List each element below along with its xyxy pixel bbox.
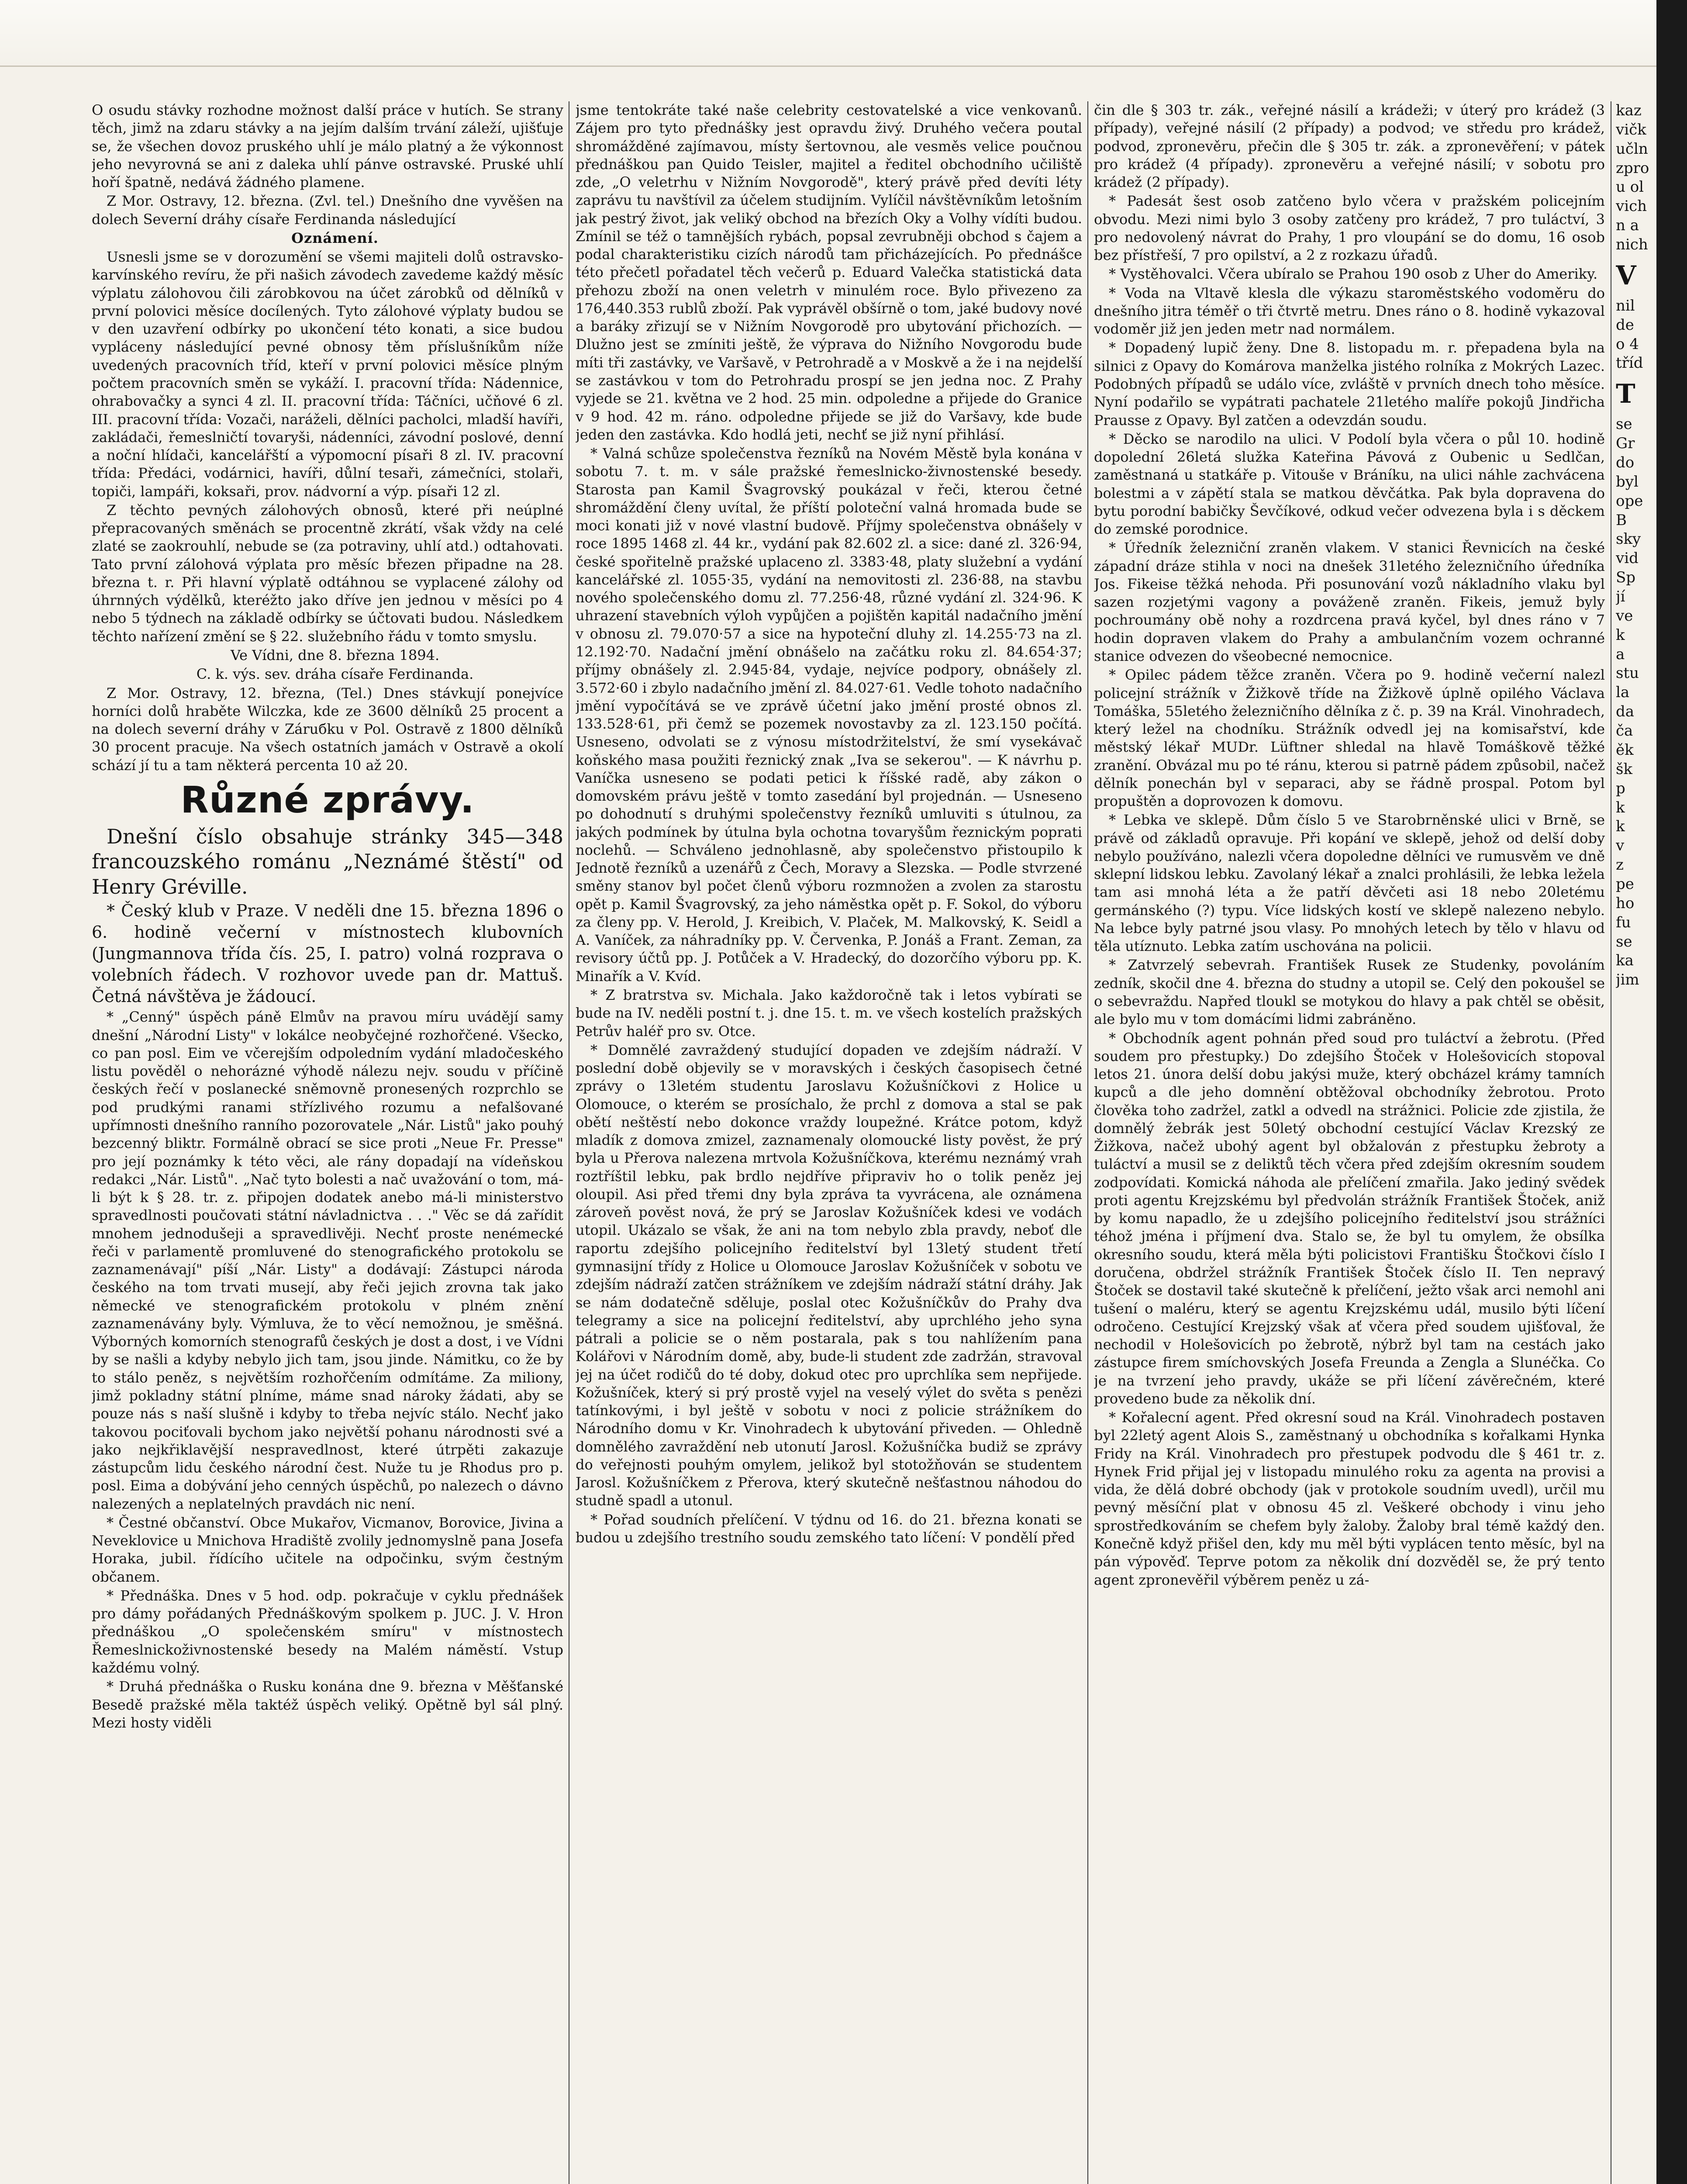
news-item: * Opilec pádem těžce zraněn. Včera po 9. hodině večerní nalezl policejní strážník v Žižkově tříde na Žižkově úplně opilého Václava Tomáška, 55letého železničního dělníka z č. p. 39 na Král. Vinohradech, který ležel na chodníku. Strážník odvedl jej na komisařství, kde městský lékař MUDr. Lüftner shledal na hlavě Tomáškově těžké zranění. Obvázal mu po té ránu, kterou si patrně pádem způsobil, načež dělník ponechán byl v separaci, aby se řádně prospal. Potom byl propuštěn a doprovozen k domovu. [1094, 667, 1605, 810]
text-fragment: zpro [1616, 159, 1649, 177]
text-fragment: T [1616, 379, 1635, 410]
text-fragment: vičk [1616, 121, 1646, 138]
text-fragment: p [1616, 779, 1625, 797]
text-fragment: o 4 [1616, 335, 1639, 353]
news-item: * Zatvrzelý sebevrah. František Rusek ze Studenky, povoláním zedník, skočil dne 4. března do studny a utopil se. Celý den pokoušel se o sebevraždu. Napřed tloukl se motykou do hlavy a pak chtěl se oběsit, ale bylo mu v tom domácími lidmi zabráněno. [1094, 957, 1605, 1028]
newspaper-column-1 [92, 101, 563, 2184]
news-item: * Lebka ve sklepě. Dům číslo 5 ve Starobrněnské ulici v Brně, se právě od základů opravuje. Při kopání ve sklepě, jehož od delší doby nebylo používáno, nalezli včera dopoledne dělníci ve rumusvěm ve dně sklepní lidskou lebku. Zavolaný lékař a znalci prohlásili, že lebka ležela tam asi mnohá léta a že patří děvčeti asi 18 nebo 20letému germánského (?) typu. Více lidských kostí ve sklepě nalezeno nebylo. Na lebce byly patrné jsou vlasy. Po mnohých letech by tělo v hlavu od těla utíznuto. Lebka zatím uschována na policii. [1094, 812, 1605, 955]
newspaper-column-3 [1094, 101, 1605, 2184]
text-fragment: n a [1616, 217, 1639, 235]
text-fragment: stu [1616, 664, 1639, 682]
text-fragment: nil [1616, 297, 1635, 314]
news-item: * Pořad soudních přelíčení. V týdnu od 16. do 21. března konati se budou u zdejšího trestního soudu zemského tato líčení: V pondělí před [576, 1511, 1082, 1546]
news-item: * Druhá přednáška o Rusku konána dne 9. března v Měšťanské Besedě pražské měla taktéž úspěch veliký. Opětně byl sál plný. Mezi hosty viděli [92, 1678, 563, 1731]
article-paragraph: O osudu stávky rozhodne možnost další práce v hutích. Se strany těch, jimž na zdaru stávky a na jejím dalším trvání záleží, ujišťuje se, že všechen dovoz pruského uhlí je málo platný a že výkonnost jeho nevyrovná se ani z daleka uhlí pánve ostravské. Pruské uhlí hoří špatně, nedává žádného plamene. [92, 102, 563, 191]
text-fragment: ka [1616, 952, 1634, 970]
text-fragment: Gr [1616, 435, 1635, 453]
news-item: * Valná schůze společenstva řezníků na Novém Městě byla konána v sobotu 7. t. m. v sále pražské řemeslnicko-živnostenské besedy. Starosta pan Kamil Švagrovský poukázal v řeči, kterou četné shromáždění členy uvítal, že příští poloteční valná hromada bude se moci konati již v nové vlastní budově. Příjmy společenstva obnášely v roce 1895 1468 zl. 44 kr., vydání pak 82.602 zl. a sice: dané zl. 326·94, české spořitelně pražské uplaceno zl. 3383·48, platy služební a vydání kancelářské zl. 1055·35, vydání na nemovitosti zl. 236·88, na stavbu nového společenského domu zl. 77.256·48, různé vydání zl. 324·96. K uhrazení stavebních výloh vypůjčen a pojištěn kapitál nadačního jmění v obnosu zl. 79.070·57 a sice na hypoteční dluhy zl. 14.255·73 na zl. 12.192·70. Nadační jmění obnášelo na začátku roku zl. 84.654·37; příjmy obnášely zl. 2.945·84, vydaje, nejvíce podpory, obnášely zl. 3.572·60 i zbylo nadačního jmění zl. 84.027·61. Vedle tohoto nadačního jmění vypočítává se ve zprávě účetní jako jmění prosté obnos zl. 133.528·61, při čemž se pozemek novostavby za zl. 123.150 počítá. Usneseno, odvolati se z výnosu místodržitelství, že smí vysekávač koňského masa použiti řeznický znak „Iva se sekerou". — K návrhu p. Vaníčka usneseno se podati petici k říšské radě, aby zákon o domovském právu ještě v tomto zasedání byl projednán. — Usneseno po dohodnutí s druhými společenstvy řezníků umluviti s útulnou, za jakých podmínek by útulna byla ochotna tovaryšům řeznickým poprati noclehů. — Schváleno jednohlasně, aby společenstvo přistoupilo k Jednotě řezníků a uzenářů z Čech, Moravy a Slezska. — Podle stvrzené směny stanov byl počet členů výboru rozmnožen a zvolen za starostu opět p. Kamil Švagrovský, za jeho náměstka opět p. F. Sokol, do výboru za členy pp. V. Herold, J. Kreibich, V. Plaček, M. Malkovský, K. Seidl a A. Vaníček, za náhradníky pp. V. Červenka, P. Jonáš a Frant. Zeman, za revisory účtů pp. J. Potůček a V. Hradecký, do dozorčího výboru pp. K. Minařík a V. Kvíd. [576, 445, 1082, 985]
text-fragment: pe [1616, 875, 1634, 893]
news-item: * Děcko se narodilo na ulici. V Podolí byla včera o půl 10. hodině dopolední 26letá služka Kateřina Pávová z Oubenic u Sedlčan, zaměstnaná u statkáře p. Vitouše v Bráníku, na ulici náhle zachvácena bolestmi a v zápětí stala se matkou děvčátka. Pak byla dopravena do bytu porodní babičky Ševčíkové, odkud večer odvezena byla i s děckem do zemské porodnice. [1094, 430, 1605, 538]
text-fragment: nich [1616, 236, 1648, 254]
text-fragment: V [1616, 260, 1636, 291]
text-fragment: se [1616, 415, 1632, 433]
news-item: * Z bratrstva sv. Michala. Jako každoročně tak i letos vybírati se bude na IV. neděli postní t. j. dne 15. t. m. ve všech kostelích pražských Petrův haléř pro sv. Otce. [576, 987, 1082, 1040]
text-fragment: vich [1616, 197, 1647, 215]
text-fragment: ěk [1616, 741, 1634, 759]
text-fragment: jim [1616, 971, 1639, 989]
news-item: * Úředník železniční zraněn vlakem. V stanici Řevnicích na české západní dráze stihla v noci na dnešek 31letého železničního úředníka Jos. Fikeise těžká nehoda. Při posunování vozů nákladního vlaku byl sazen rozjetými vagony a pováženě zraněn. Fikeis, jemuž byly pochroumány obě nohy a rozdrcena pravá kyčel, byl dnes ráno v 7 hodin dopraven vlakem do Prahy a ambulančním vozem ochranné stanice odvezen do všeobecné nemocnice. [1094, 539, 1605, 664]
text-fragment: ho [1616, 894, 1635, 912]
text-fragment: ve [1616, 607, 1633, 625]
text-fragment: tříd [1616, 354, 1643, 372]
news-item: * Domnělé zavraždený studující dopaden ve zdejším nádraží. V poslední době objevily se v moravských i českých časopisech četné zprávy o 13letém studentu Jaroslavu Kožušníčkovi z Holice u Olomouce, o kterém se prosíchalo, že prchl z domova a stal se pak obětí neštěstí nebo dokonce vraždy loupežné. Krátce potom, když mladík z domova zmizel, zaznamenaly olomoucké listy pověst, že prý byla u Přerova nalezena mrtvola Kožušníčkova, kterému neznámý vrah roztříštil lebku, pak brdlo nejdříve připraviv ho o tolik peněz jej oloupil. Asi před třemi dny byla zpráva ta vyvrácena, ale oznámena zároveň pověst nová, že prý se Jaroslav Kožušníček kdesi ve vodách utopil. Ukázalo se však, že ani na tom nebylo zbla pravdy, neboť dle raportu zdejšího policejního ředitelství byl 13letý student třetí gymnasijní třídy z Holice u Olomouce Jaroslav Kožušníček v sobotu ve zdejším nádraží zatčen strážníkem ve zdejším nádraží státní dráhy. Jak se nám dodatečně sděluje, poslal otec Kožušníčkův do Prahy dva telegramy a sice na policejní ředitelství, aby uprchlého jeho syna pátrali a policie se o něm postarala, pak s tou nahlížením pana Kolářovi v Národním domě, aby, bude-li student zde zadržán, stravoval jej na účet rodičů do té doby, dokud otec pro uprchlíka sem nepřijede. Kožušníček, který si prý prostě vyjel na veselý výlet do světa s penězi tatínkovými, i byl ještě v sobotu v noci z policie strážníkem do Národního domu v Kr. Vinohradech k ubytování přiveden. — Ohledně domnělého zavraždění neb utonutí Jarosl. Kožušníčka budiž se zprávy do veřejnosti pouhým omylem, jelikož byl stotožňován se studentem Jarosl. Kožušníčkem z Přerova, který skutečně nešťastnou náhodou do studně spadl a utonul. [576, 1041, 1082, 1509]
text-fragment: a [1616, 645, 1625, 663]
text-fragment: jí [1616, 588, 1625, 606]
text-fragment: Sp [1616, 569, 1636, 587]
text-fragment: ope [1616, 492, 1643, 510]
newspaper-column-2 [576, 101, 1082, 2184]
scan-right-edge [1656, 0, 1687, 2184]
newspaper-column-4-fragment [1616, 101, 1651, 2184]
news-item: * Vystěhovalci. Včera ubíralo se Prahou 190 osob z Uher do Ameriky. [1109, 266, 1598, 283]
news-item: * Čestné občanství. Obce Mukařov, Vicmanov, Borovice, Jivina a Neveklovice u Mnichova Hradiště zvolily jednomyslně pana Josefa Horaka, jubil. řídícího učitele na odpočinku, svým čestným občanem. [92, 1514, 563, 1585]
news-item: * Padesát šest osob zatčeno bylo včera v pražském policejním obvodu. Mezi nimi bylo 3 osoby zatčeny pro krádež, 7 pro tuláctví, 3 pro nedovolený návrat do Prahy, 1 pro vloupání se do domu, 16 osob bez přístřeší, 7 pro opilství, a 2 z rozkazu úřadů. [1094, 193, 1605, 264]
article-paragraph: Z Mor. Ostravy, 12. března, (Tel.) Dnes stávkují ponejvíce horníci dolů hraběte Wilczka, kde ze 3600 dělníků 25 procent a na dolech severní dráhy v Záruбku v Pol. Ostravě z 1800 dělníků 30 procent pracuje. Na všech ostatních jamách v Ostravě a okolí schází jí tu a tam některá percenta 10 až 20. [92, 684, 563, 774]
announcement-heading: Oznámení. [291, 229, 379, 246]
section-title: Různé zprávy. [180, 778, 475, 821]
text-fragment: k [1616, 818, 1625, 836]
news-item: * Kořalecní agent. Před okresní soud na Král. Vinohradech postaven byl 22letý agent Alois S., zaměstnaný u obchodníka s kořalkami Hynka Fridy na Král. Vinohradech pro přestupek podvodu dle § 461 tr. z. Hynek Frid přijal jej v listopadu minulého roku za agenta na provisi a vida, že dělá dobré obchody (jak v protokole soudním uvedl), určil mu pevný měsíční plat v obnosu 45 zl. Veškeré obchody i vinu jeho sprostředkováním se chefem byly žaloby. Žaloby bral témě každý den. Konečně když přišel den, kdy mu měl býti vyplácen tento měsíc, byl na pán výpověď. Teprve potom za několik dní dozvěděl se, že prý tento agent zpronevěřil výběrem peněz u zá- [1094, 1409, 1605, 1588]
text-fragment: sky [1616, 530, 1641, 548]
news-item: * Český klub v Praze. V neděli dne 15. března 1896 o 6. hodině večerní v místnostech klubovních (Jungmannova třída čís. 25, I. patro) volná rozprava o volebních řádech. V rozhovor uvede pan dr. Mattuš. Četná návštěva je žádoucí. [92, 901, 563, 1006]
signature: C. k. výs. sev. dráha císaře Ferdinanda. [196, 666, 474, 683]
text-fragment: de [1616, 316, 1634, 334]
scan-top-margin [0, 0, 1687, 67]
text-fragment: z [1616, 856, 1624, 874]
text-fragment: učln [1616, 140, 1648, 158]
news-item: čin dle § 303 tr. zák., veřejné násilí a krádeži; v úterý pro krádež (3 případy), veřejné násilí (2 případy) a podvod; ve středu pro krádež, podvod, zpronevěru, přečin dle § 305 tr. zák. a zpronevěření; v pátek pro krádež (4 případy). zpronevěru a veřejné násilí; v sobotu pro krádež (2 případy). [1094, 102, 1605, 191]
column-rule [1087, 101, 1088, 2184]
news-item: * Dopadený lupič ženy. Dne 8. listopadu m. r. přepadena byla na silnici z Opavy do Komárova manželka jistého rolníka z Mokrých Lazec. Podobných případů se událo více, zvláště v prvních dnech toho měsíce. Nyní podařilo se vypátrati pachatele 21letého malíře pokojů Jindřicha Prausse z Opavy. Byl zatčen a odevzdán soudu. [1094, 339, 1605, 429]
text-fragment: šk [1616, 760, 1633, 778]
news-item: * Přednáška. Dnes v 5 hod. odp. pokračuje v cyklu přednášek pro dámy pořádaných Přednáškovým spolkem p. JUC. J. V. Hron přednáškou „O společenském smíru" v místnostech Řemeslnickoživnostenské besedy na Malém náměstí. Vstup každému volný. [92, 1587, 563, 1676]
article-paragraph: Z Mor. Ostravy, 12. března. (Zvl. tel.) Dnešního dne vyvěšen na dolech Severní dráhy císaře Ferdinanda následující [92, 193, 563, 228]
text-fragment: fu [1616, 913, 1631, 931]
news-item: * Obchodník agent pohnán před soud pro tuláctví a žebrotu. (Před soudem pro přestupky.) Do zdejšího Štoček v Holešovicích stopoval letos 21. února delší dobu jakýsi muže, který obcházel krámy tamních kupců a dle jeho domnění obtěžoval obchodníky žebrotou. Proto člověka toho zadržel, zatkl a odvedl na strážnici. Policie zde zjistila, že domnělý žebrák jest 50letý obchodní cestující Václav Krezský ze Žižkova, načež ubohý agent byl obžalován z přestupku žebroty a tuláctví a musil se z deliktů těch včera před zdejším okresním soudem zodpovídati. Komická náhoda ale přelíčení zmařila. Jako jediný svědek proti agentu Krejzskému byl předvolán strážník František Štoček, aniž by komu napadlo, že u zdejšího policejního ředitelství jsou strážníci téhož jména i příjmení dva. Stalo se, že byl tu omylem, že obsílka okresního soudu, která měla býti policistovi Františku Štočkovi číslo I doručena, obdržel strážník František Štoček číslo II. Ten nepravý Štoček se dostavil také skutečně k přelíčení, ježto však arci nemohl ani tušení o maléru, který se agentu Krejzskému udál, musilo býti líčení odročeno. Cestující Krejzský však ať včera před soudem ujišťoval, že nechodil v Holešovicích po žebrotě, nýbrž byl tam na cestách jako zástupce firem smíchovských Josefa Freunda a Zengla a Slunéčka. Co je na tvrzení jeho pravdy, ukáže se při líčení závěrečném, které provedeno bude za několik dní. [1094, 1030, 1605, 1407]
text-fragment: la [1616, 684, 1630, 702]
text-fragment: vid [1616, 549, 1639, 567]
text-fragment: byl [1616, 473, 1639, 491]
fragment-list [1616, 101, 1651, 990]
dateline: Ve Vídni, dne 8. března 1894. [230, 646, 440, 663]
text-fragment: se [1616, 933, 1632, 950]
text-fragment: do [1616, 454, 1635, 472]
article-paragraph: Usnesli jsme se v dorozumění se všemi majiteli dolů ostravsko-karvínského revíru, že při našich závodech zavedeme každý měsíc výplatu zálohovou čili zárobkovou na účet zárobků od dělníků v první polovici měsíce docílených. Tyto zálohové výplaty budou se v den uzavření odbírky po ukončení této konati, a sice budou vypláceny následující pevné obnosy těm příslušníkům níže uvedených pracovních tříd, kteří v první polovici měsíce plným počtem pracovních směn se vykáží. I. pracovní třída: Nádennice, ohrabovačky a synci 4 zl. II. pracovní třída: Táčníci, učňové 6 zl. III. pracovní třída: Vozači, naráželi, dělníci pacholci, mladší havíři, zakládači, řemeslničtí tovaryši, nádenníci, závodní poslové, denní a noční hlídači, kancelářští a výpomocní písaři 8 zl. IV. pracovní třída: Předáci, vodárnici, havíři, důlní tesaři, zámečníci, stolaři, topiči, lampáři, koksaři, prov. nádvorní a výp. písaři 12 zl. [92, 249, 563, 500]
news-item: jsme tentokráte také naše celebrity cestovatelské a vice venkovanů. Zájem pro tyto přednášky jest opravdu živý. Druhého večera poutal shromážděné zajímavou, místy šertovnou, ale vesměs velice poučnou přednáškou pan Quido Teisler, majitel a ředitel obchodního učiliště zde, „O veletrhu v Nižním Novgorodě", který právě před devíti léty zaprávu tu navštívil za účelem studijním. Vylíčil návštěvníkům letošním jak pestrý život, jak veliký obchod na březích Oky a Volhy vídíti budou. Zmínil se též o tamnějších rybách, popsal zevrubněji obchod s čajem a podal charakteristiku cizích národů tam přicházejících. Po přednášce této přečetl pořadatel těch večerů p. Eduard Valečka statistická data přehozu zboží na onen veletrh v minulém roce. Bylo přivezeno za 176,440.353 rublů zboží. Pak vyprávěl obšírně o tom, jaké budovy nové a baráky zřizují se v Nižním Novgorodě pro ubytování přichozích. — Dlužno jest se zmíniti ještě, že výprava do Nižního Novgorodu bude míti tři zastávky, ve Varšavě, v Petrohradě a v Moskvě a že i na nejdelší se zastávkou v tom do Petrohradu prospí se jen jedna noc. Z Prahy vyjede se 21. května ve 2 hod. 25 min. odpoledne a přijede do Granice v 9 hod. 42 m. ráno. odpoledne přijede se již do Varšavy, kde bude jeden den zastávka. Kdo hodlá jeti, nechť se již nyní přihlásí. [576, 102, 1082, 443]
text-fragment: B [1616, 511, 1627, 529]
text-fragment: u ol [1616, 178, 1644, 196]
lead-notice: Dnešní číslo obsahuje stránky 345—348 francouzského románu „Neznámé štěstí" od Henry Gréville. [92, 824, 563, 898]
text-fragment: kaz [1616, 102, 1642, 119]
news-item: * „Cenný" úspěch páně Elmův na pravou míru uvádějí samy dnešní „Národní Listy" v lokálce neobyčejné rozhořčené. Všecko, co pan posl. Eim ve včerejším odpoledním vydání mladočeského listu pověděl o nehorázné výhodě nálezu nejv. soudu v příčině českých řečí v poslanecké sněmovně pronesených rozprchlo se pod prudkými ranami střízlivého rozumu a nefalšované upřímnosti dnešního ranního pozorovatele „Nár. Listů" jako pouhý bezcenný bliktr. Formálně obrací se sice proti „Neue Fr. Presse" pro její poznámky k této věci, ale rány dopadají na vídeňskou redakci „Nár. Listů". „Nač tyto bolesti a nač uvažování o tom, má-li být k § 28. tr. z. připojen dodatek anebo má-li ministerstvo spravedlnosti poučovati státní návladnictva . . ." Věc se dá zařídit mnohem jednodušeji a spravedlivěji. Nechť proste nenémecké řeči v parlamentě promluvené do stenografického protokolu se zaznamenávají" píší „Nár. Listy" a dodávají: Zástupci národa českého na tom trvati musejí, aby řeči jejich zrovna tak jako německé ve stenografickém protokolu v plném znění zaznamenávány byly. Výmluva, že to věcí nemožnou, je směšná. Výborných komorních stenografů českých je dost a dost, i ve Vídni by se našli a kdyby nebylo jich tam, jsou jinde. Námitku, co že by to stálo peněz, s největším rozhořčením odmítáme. Za miliony, jimž pokladny státní plníme, máme snad nároky žádati, aby se pouze nás s naší slušně i kdyby to třeba nejvíc stálo. Nechť jako takovou pociťovali bychom jako největší pohanu národnosti své a jako nejkřiklavější nespravedlnost, které útrpěti zakazuje zástupcům lidu českého národní čest. Nuže tu je Rhodus pro p. posl. Eima a dobývání jeho cenných úspěchů, po nalezech o dávno nalezených a neplatelných pravdách nic není. [92, 1009, 563, 1512]
text-fragment: k [1616, 798, 1625, 816]
news-item: * Voda na Vltavě klesla dle výkazu staroměstského vodoměru do dnešního jitra téměř o tři čtvrtě metru. Dnes ráno o 8. hodině vykazoval vodoměr již jen jeden metr nad normálem. [1094, 284, 1605, 338]
text-fragment: k [1616, 626, 1625, 644]
text-fragment: ča [1616, 722, 1633, 740]
text-fragment: da [1616, 703, 1635, 721]
text-fragment: v [1616, 837, 1625, 855]
article-paragraph: Z těchto pevných zálohových obnosů, které při neúplné přepracovaných směnách se procentně zkrátí, však vždy na celé zlaté se zaokrouhlí, nebude se (za potraviny, uhlí atd.) odtahovati. Tato první zálohová výplata pro měsíc březen připadne na 28. března t. r. Při hlavní výplatě odtáhnou se vyplacené zálohy od úhrnných výdělků, kteréžto jako dříve jen jednou v měsíci po 4 nebo 5 týdnech na základě odbírky se účtovati budou. Následkem těchto nařízení změní se § 22. služebního řádu v tomto smyslu. [92, 501, 563, 645]
